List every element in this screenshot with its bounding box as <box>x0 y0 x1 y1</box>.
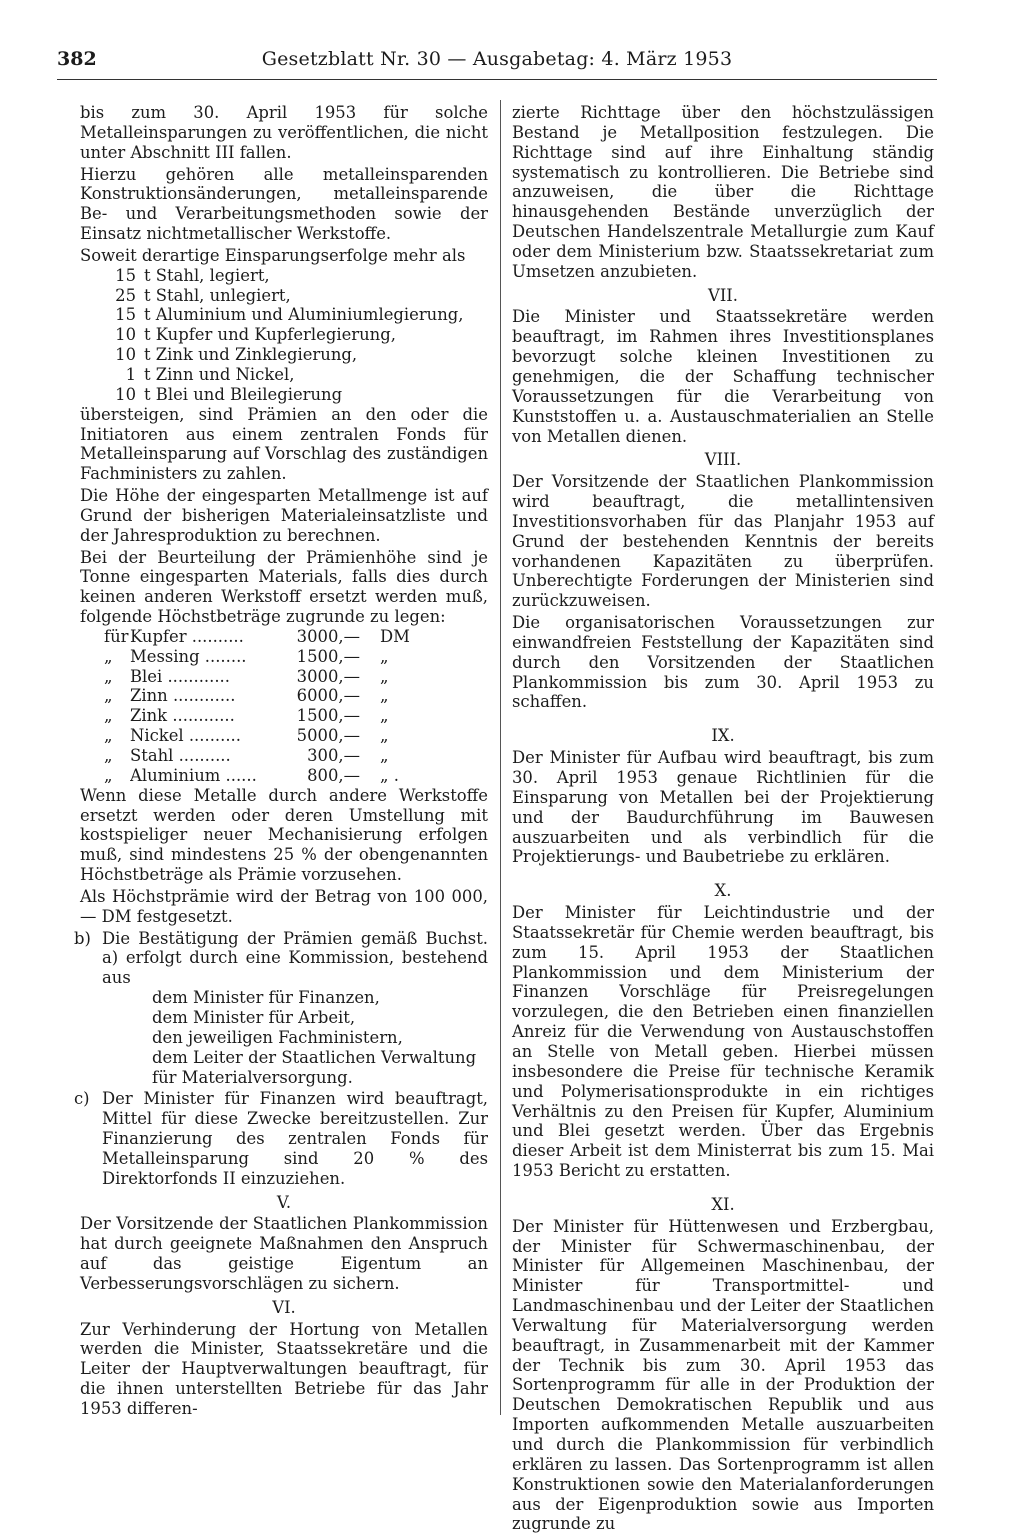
price-amount: 1500,— <box>296 706 360 726</box>
left-column <box>74 103 488 1419</box>
paragraph: Der Minister für Leichtindustrie und der Staatssekretär für Chemie werden beauftragt, bis zum 15. April 1953 der Staatlichen Plankommission und dem Ministerium der Finanzen Vorschläge für Preisregelungen vorzulegen, die den Betrieben einen finanziellen Anreiz für die Verwendung von Austauschstoffen an Stelle von Metall geben. Hierbei müssen insbesondere die Preise für technische Keramik und Polymerisationsprodukte in ein richtiges Verhältnis zu den Preisen für Kupfer, Aluminium und Blei gesetzt werden. Über das Ergebnis dieser Arbeit ist dem Ministerrat bis zum 15. Mai 1953 Bericht zu erstatten. <box>512 903 934 1181</box>
price-unit: „ <box>380 746 389 765</box>
price-amount: 6000,— <box>296 686 360 706</box>
price-metal: Zink ............ <box>130 706 235 726</box>
price-row <box>104 766 488 786</box>
price-prefix: „ <box>104 765 113 785</box>
paragraph: Die organisatorischen Voraussetzungen zur einwandfreien Feststellung der Kapazitäten sind durch den Vorsitzenden der Staatlichen Plankommission bis zum 30. April 1953 zu schaffen. <box>512 613 934 712</box>
price-row <box>104 706 488 726</box>
quantity: 15 <box>115 265 136 285</box>
quantity-text: t Stahl, unlegiert, <box>144 285 291 305</box>
item-c <box>74 1089 488 1188</box>
price-row <box>104 627 488 647</box>
price-metal: Nickel .......... <box>130 726 241 746</box>
price-row <box>104 667 488 687</box>
commission-member: den jeweiligen Fachministern, <box>152 1027 403 1047</box>
paragraph: Die Höhe der eingesparten Metallmenge ist auf Grund der bisherigen Materialeinsatzliste und der Jahresproduktion zu berechnen. <box>80 486 488 545</box>
price-amount: 5000,— <box>296 726 360 746</box>
price-metal: Blei ............ <box>130 666 230 686</box>
price-row <box>104 686 488 706</box>
price-prefix: „ <box>104 726 113 746</box>
price-unit: DM <box>380 626 410 646</box>
paragraph: Der Minister für Aufbau wird beauftragt, bis zum 30. April 1953 genaue Richtlinien für die Einsparung von Metallen bei der Projektierung und der Baudurchführung im Bauwesen auszuarbeiten und als verbindlich für die Projektierungs- und Baubetriebe zu erklären. <box>512 748 934 867</box>
price-amount: 800,— <box>307 765 360 785</box>
section-heading: X. <box>714 881 732 901</box>
list-item <box>110 325 488 345</box>
price-unit: „ <box>380 666 389 686</box>
paragraph: Der Minister für Finanzen wird beauftragt, Mittel für diese Zwecke bereitzustellen. Zur Finanzierung des zentralen Fonds für Metalleinsparung sind 20 % des Direktorfonds II einzuziehen. <box>102 1089 488 1188</box>
commission-member: dem Minister für Finanzen, <box>152 988 380 1008</box>
price-row <box>104 726 488 746</box>
commission-member: dem Leiter der Staatlichen Verwaltung für Materialversorgung. <box>152 1047 477 1087</box>
price-prefix: „ <box>104 666 113 686</box>
paragraph: Als Höchstprämie wird der Betrag von 100 000,— DM festgesetzt. <box>80 886 488 926</box>
quantity-text: t Kupfer und Kupferlegierung, <box>144 325 396 345</box>
section-heading: IX. <box>711 726 735 746</box>
section-heading: VIII. <box>704 450 742 470</box>
price-amount: 300,— <box>307 746 360 765</box>
page-number: 382 <box>57 48 97 70</box>
price-unit: „ <box>380 686 389 706</box>
price-metal: Zinn ............ <box>130 686 236 706</box>
price-list <box>104 627 488 786</box>
section-heading: V. <box>276 1192 292 1212</box>
quantity-list <box>110 266 488 405</box>
quantity: 10 <box>115 345 136 365</box>
quantity: 15 <box>115 305 136 325</box>
paragraph: Der Minister für Hüttenwesen und Erzbergbau, der Minister für Schwermaschinenbau, der Minister für Allgemeinen Maschinenbau, der Minister für Transportmittel- und Landmaschinenbau und der Leiter der Staatlichen Verwaltung für Materialversorgung werden beauftragt, in Zusammenarbeit mit der Kammer der Technik bis zum 30. April 1953 das Sortenprogramm für alle in der Produktion der Deutschen Demokratischen Republik und aus Importen aufkommenden Metalle auszuarbeiten und durch die Plankommission für verbindlich erklären zu lassen. Das Sortenprogramm ist allen Konstruktionen sowie den Materialanforderungen aus der Eigenproduktion sowie aus Importen zugrunde zu <box>512 1216 934 1534</box>
quantity: 10 <box>115 384 136 404</box>
price-prefix: „ <box>104 646 113 666</box>
price-prefix: für <box>104 626 129 646</box>
price-unit: „ <box>380 706 389 726</box>
list-item <box>110 345 488 365</box>
paragraph: bis zum 30. April 1953 für solche Metalleinsparungen zu veröffentlichen, die nicht unter Abschnitt III fallen. <box>80 103 488 162</box>
list-item <box>110 266 488 286</box>
list-item <box>110 286 488 306</box>
column-divider <box>500 100 501 1415</box>
item-label: b) <box>74 928 91 948</box>
price-metal: Messing ........ <box>130 646 247 666</box>
price-prefix: „ <box>104 746 113 765</box>
price-unit: „ <box>380 646 389 666</box>
paragraph: übersteigen, sind Prämien an den oder die Initiatoren aus einem zentralen Fonds für Metalleinsparung auf Vorschlag des zuständigen Fachministers zu zahlen. <box>80 404 488 484</box>
page-title: Gesetzblatt Nr. 30 — Ausgabetag: 4. März 1953 <box>261 48 733 70</box>
list-item <box>110 365 488 385</box>
price-metal: Stahl .......... <box>130 746 231 765</box>
paragraph: Die Bestätigung der Prämien gemäß Buchst. a) erfolgt durch eine Kommission, bestehend aus <box>102 928 488 988</box>
quantity: 25 <box>115 285 136 305</box>
price-metal: Aluminium ...... <box>130 765 257 785</box>
price-amount: 3000,— <box>296 626 360 646</box>
price-row <box>104 746 488 766</box>
item-b <box>74 928 488 1088</box>
section-heading: XI. <box>711 1194 735 1214</box>
list-item <box>110 305 488 325</box>
paragraph: Zur Verhinderung der Hortung von Metallen werden die Minister, Staatssekretäre und die Leiter der Hauptverwaltungen beauftragt, für die ihnen unterstellten Betriebe für das Jahr 1953 differen- <box>80 1319 488 1418</box>
price-amount: 1500,— <box>296 646 360 666</box>
quantity: 1 <box>125 364 136 384</box>
paragraph: Wenn diese Metalle durch andere Werkstoffe ersetzt werden oder deren Umstellung mit kostspieliger neuer Mechanisierung erfolgen muß, sind mindestens 25 % der obengenannten Höchstbeträge als Prämie vorzusehen. <box>80 785 488 885</box>
price-unit: „ . <box>380 765 399 785</box>
quantity-text: t Aluminium und Aluminiumlegierung, <box>144 305 464 325</box>
paragraph: Die Minister und Staatssekretäre werden beauftragt, im Rahmen ihres Investitionsplanes bevorzugt solche kleinen Investitionen zu genehmigen, die der Schaffung technischer Voraussetzungen für die Verarbeitung von Kunststoffen u. a. Austauschmaterialien an Stelle von Metallen dienen. <box>512 307 934 446</box>
item-label: c) <box>74 1089 90 1109</box>
section-heading: VII. <box>708 285 738 305</box>
quantity: 10 <box>115 325 136 345</box>
header-rule <box>57 79 937 80</box>
price-prefix: „ <box>104 686 113 706</box>
paragraph: Der Vorsitzende der Staatlichen Plankommission wird beauftragt, die metallintensiven Investitionsvorhaben für das Planjahr 1953 auf Grund der bestehenden Kenntnis der bereits vorhandenen Kapazitäten zu überprüfen. Unberechtigte Forderungen der Ministerien sind zurückzuweisen. <box>512 472 934 611</box>
paragraph: Bei der Beurteilung der Prämienhöhe sind je Tonne eingesparten Materials, falls dies durch keinen anderen Werkstoff ersetzt werden muß, folgende Höchstbeträge zugrunde zu legen: <box>80 547 488 627</box>
price-amount: 3000,— <box>296 666 360 686</box>
paragraph: Der Vorsitzende der Staatlichen Plankommission hat durch geeignete Maßnahmen den Anspruch auf das geistige Eigentum an Verbesserungsvorschlägen zu sichern. <box>80 1214 488 1293</box>
price-row <box>104 647 488 667</box>
quantity-text: t Stahl, legiert, <box>144 265 270 285</box>
price-unit: „ <box>380 726 389 746</box>
quantity-text: t Zinn und Nickel, <box>144 364 295 384</box>
paragraph: Soweit derartige Einsparungserfolge mehr als <box>80 245 466 265</box>
quantity-text: t Blei und Bleilegierung <box>144 384 343 404</box>
page-header <box>57 44 937 74</box>
quantity-text: t Zink und Zinklegierung, <box>144 345 358 365</box>
paragraph: Hierzu gehören alle metalleinsparenden Konstruktionsänderungen, metalleinsparende Be- und Verarbeitungsmethoden sowie der Einsatz nichtmetallischer Werkstoffe. <box>80 164 488 244</box>
price-prefix: „ <box>104 706 113 726</box>
price-metal: Kupfer .......... <box>130 626 244 646</box>
list-item <box>110 385 488 405</box>
commission-member: dem Minister für Arbeit, <box>152 1007 356 1027</box>
section-heading: VI. <box>272 1297 296 1317</box>
paragraph: zierte Richttage über den höchstzulässigen Bestand je Metallposition festzulegen. Die Richttage sind auf ihre Einhaltung ständig systematisch zu kontrollieren. Die Betriebe sind anzuweisen, die über die Richttage hinausgehenden Bestände unverzüglich der Deutschen Handelszentrale Metallurgie zum Kauf oder dem Ministerium bzw. Staatssekretariat zum Umsetzen anzubieten. <box>512 103 934 281</box>
right-column <box>512 103 934 1534</box>
